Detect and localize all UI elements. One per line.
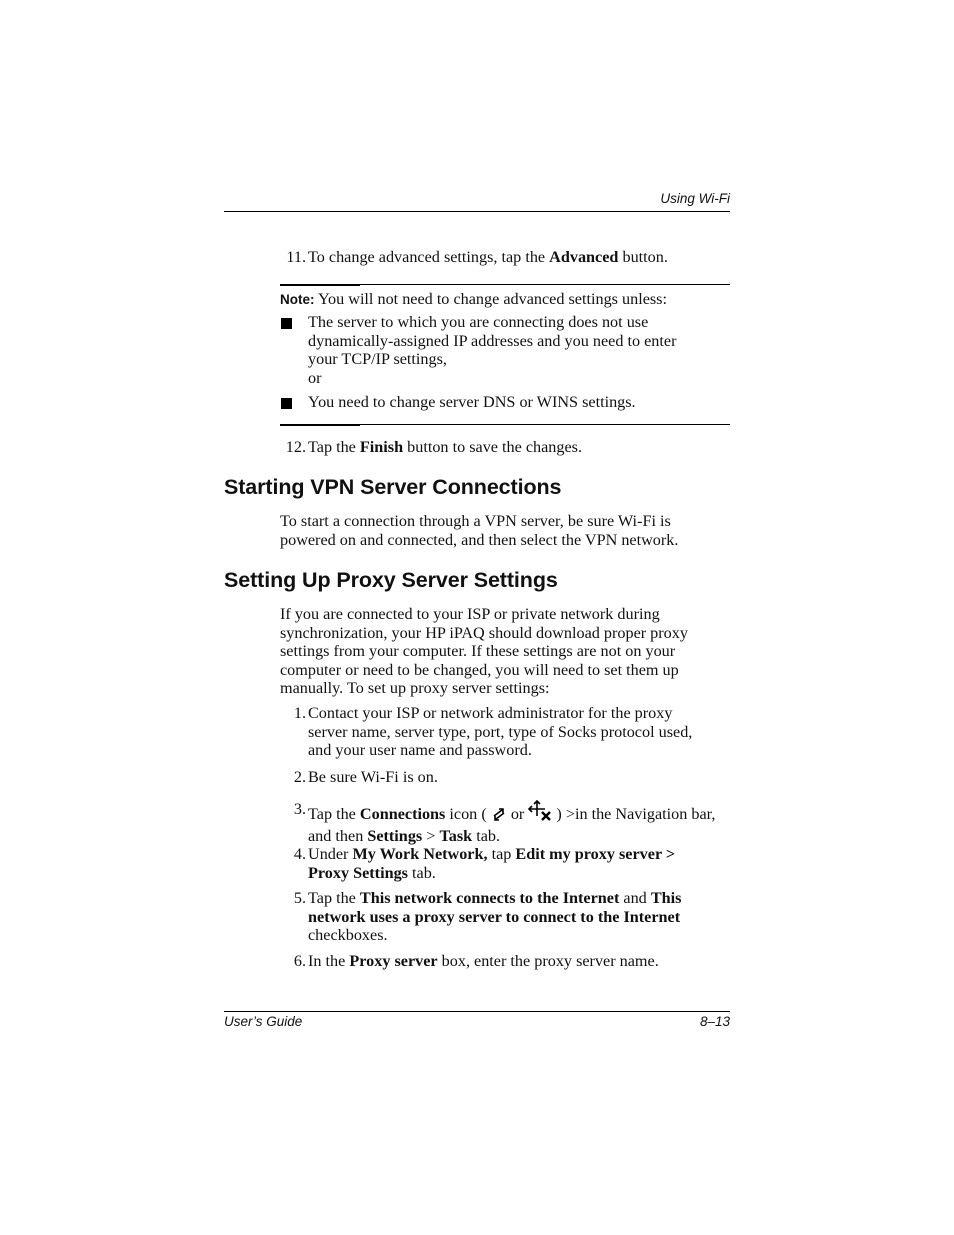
note-intro: Note: You will not need to change advanced settings unless: (280, 290, 667, 308)
header-rule (224, 211, 730, 212)
note-bottom-accent (280, 424, 360, 426)
connections-icon (491, 806, 507, 827)
connections-disconnected-icon (528, 800, 552, 827)
bullet-square (281, 318, 292, 329)
running-header: Using Wi-Fi (660, 191, 730, 206)
section-heading-vpn: Starting VPN Server Connections (224, 475, 562, 499)
footer-title: User’s Guide (224, 1014, 303, 1029)
vpn-paragraph: To start a connection through a VPN server, be sure Wi-Fi is powered on and connected, and then select the VPN network. (280, 512, 679, 549)
footer-rule (224, 1011, 730, 1012)
step-text: Under My Work Network, tap Edit my proxy server > Proxy Settings tab. (308, 845, 676, 882)
step-text: In the Proxy server box, enter the proxy server name. (308, 952, 659, 970)
step-text: Contact your ISP or network administrator for the proxy server name, server type, port, type of Socks protocol used, and your user name and password. (308, 704, 693, 760)
step-number: 6. (293, 952, 306, 970)
step-number: 3. (293, 800, 306, 818)
note-bullet-2: You need to change server DNS or WINS settings. (308, 393, 636, 411)
step-number: 5. (293, 889, 306, 907)
section-heading-proxy: Setting Up Proxy Server Settings (224, 568, 558, 592)
page-number: 8–13 (699, 1014, 730, 1029)
step-text: Tap the Connections icon ( or ) >in the Navigation bar, and then Settings > Task tab. (308, 800, 715, 845)
note-top-accent (280, 284, 360, 286)
bullet-square (281, 398, 292, 409)
step-number: 4. (293, 845, 306, 863)
proxy-paragraph: If you are connected to your ISP or private network during synchronization, your HP iPAQ should download proper proxy settings from your computer. If these settings are not on your computer or need to be changed, you will need to set them up manually. To set up proxy server settings: (280, 605, 688, 698)
step-number: 2. (293, 768, 306, 786)
step-text: Tap the Finish button to save the changes. (308, 438, 583, 456)
step-number: 12. (285, 438, 306, 456)
note-bullet-1: The server to which you are connecting does not use dynamically-assigned IP addresses and you need to enter your TCP/IP settings, or (308, 313, 677, 387)
step-text: To change advanced settings, tap the Advanced button. (308, 248, 668, 266)
step-text: Be sure Wi-Fi is on. (308, 768, 438, 786)
step-number: 1. (293, 704, 306, 722)
step-text: Tap the This network connects to the Internet and This network uses a proxy server to connect to the Internet checkboxes. (308, 889, 682, 945)
step-number: 11. (286, 248, 306, 266)
